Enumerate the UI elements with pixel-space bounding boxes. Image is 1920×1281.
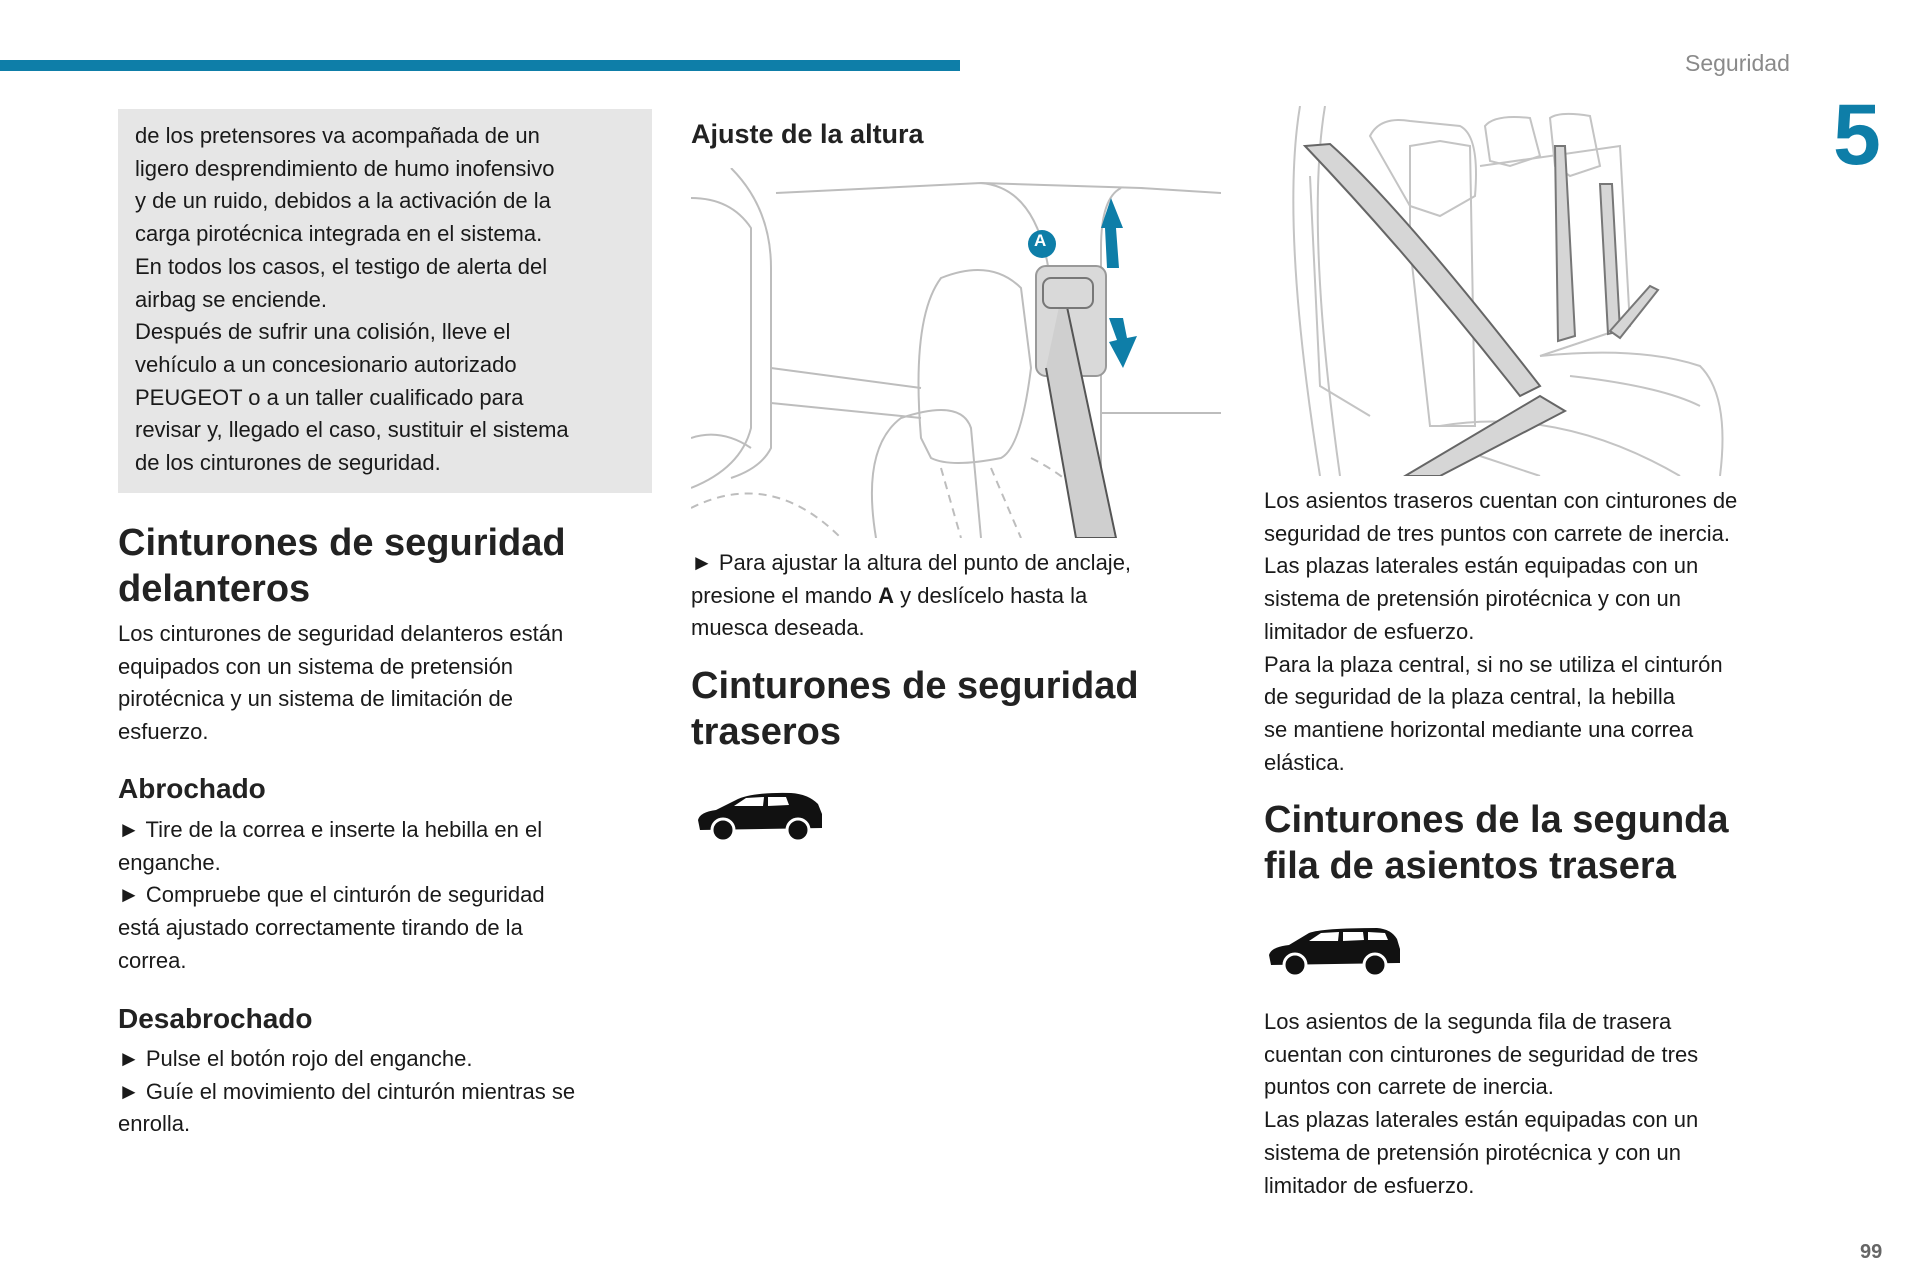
second-row-heading: Cinturones de la segunda fila de asientos trasera	[1264, 799, 1729, 887]
rear-belts-heading: Cinturones de seguridad traseros	[691, 665, 1139, 753]
unfasten-steps: ► Pulse el botón rojo del enganche. ► Guíe el movimiento del cinturón mientras se enrolla.	[118, 1046, 576, 1137]
height-adjust-illustration	[691, 168, 1221, 538]
fasten-steps: ► Tire de la correa e inserte la hebilla en el enganche. ► Compruebe que el cinturón de seguridad está ajustado correctamente tirando de la correa.	[118, 817, 545, 973]
fasten-heading: Abrochado	[118, 773, 266, 804]
height-adjust-heading: Ajuste de la altura	[691, 119, 924, 149]
step-text-end: y deslícelo hasta la muesca deseada.	[691, 582, 1088, 641]
page-number: 99	[1860, 1241, 1883, 1263]
rear-belts-text: Los asientos traseros cuentan con cinturones de seguridad de tres puntos con carrete de inercia. Las plazas laterales están equipadas con un sistema de pretensión pirotécnica y con un limitador de esfuerzo. Para la plaza central, si no se utiliza el cinturón de seguridad de la plaza central, la hebilla se mantiene horizontal mediante una correa elástica.	[1264, 488, 1738, 775]
car-silhouette-icon	[696, 790, 826, 844]
step-text: ► Para ajustar la altura del punto de anclaje, presione el mando	[691, 550, 1132, 608]
chapter-number: 5	[1833, 87, 1881, 183]
step-control-ref: A	[878, 582, 895, 608]
front-belts-heading: Cinturones de seguridad delanteros	[118, 522, 566, 610]
section-title: Seguridad	[1685, 50, 1790, 76]
header-accent-bar	[0, 60, 960, 71]
height-adjust-step	[691, 547, 1131, 645]
second-row-text: Los asientos de la segunda fila de trasera cuentan con cinturones de seguridad de tres puntos con carrete de inercia. Las plazas laterales están equipadas con un sistema de pretensión pirotécnica y con un limitador de esfuerzo.	[1264, 1009, 1699, 1198]
note-box-text: de los pretensores va acompañada de un ligero desprendimiento de humo inofensivo y de un ruido, debidos a la activación de la carga pirotécnica integrada en el sistema. En todos los casos, el testigo de alerta del airbag se enciende. Después de sufrir una colisión, lleve el vehículo a un concesionario autorizado PEUGEOT o a un taller cualificado para revisar y, llegado el caso, sustituir el sistema de los cinturones de seguridad.	[135, 123, 569, 476]
unfasten-heading: Desabrochado	[118, 1003, 313, 1034]
front-belts-intro: Los cinturones de seguridad delanteros están equipados con un sistema de pretensión pirotécnica y un sistema de limitación de esfuerzo.	[118, 621, 564, 745]
control-a-label: A	[1034, 231, 1047, 250]
rear-seat-belts-illustration	[1280, 106, 1780, 476]
car-7-seat-silhouette-icon	[1267, 925, 1403, 979]
